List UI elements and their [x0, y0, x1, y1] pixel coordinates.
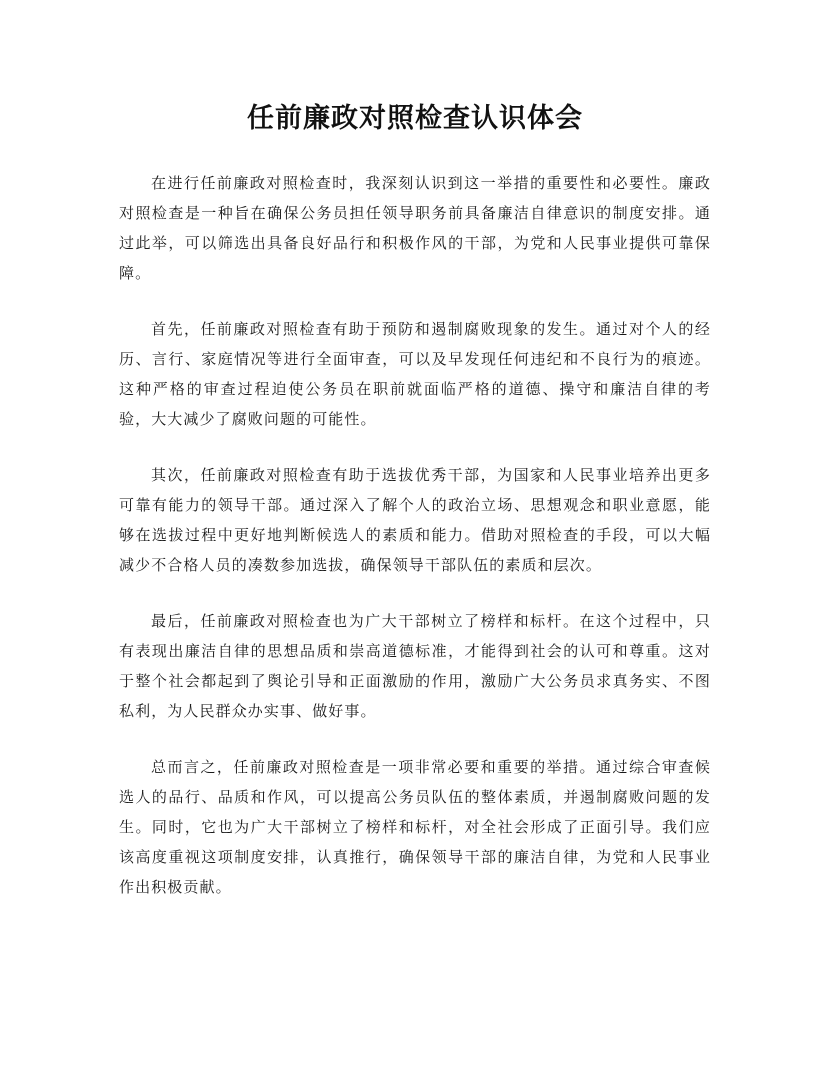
paragraph-first-point: 首先，任前廉政对照检查有助于预防和遏制腐败现象的发生。通过对个人的经历、言行、家庭情况等进行全面审查，可以及早发现任何违纪和不良行为的痕迹。这种严格的审查过程迫使公务员在职前就面临严格的道德、操守和廉洁自律的考验，大大减少了腐败问题的可能性。: [119, 320, 711, 428]
paragraph-third-point: 最后，任前廉政对照检查也为广大干部树立了榜样和标杆。在这个过程中，只有表现出廉洁自律的思想品质和崇高道德标准，才能得到社会的认可和尊重。这对于整个社会都起到了舆论引导和正面激励的作用，激励广大公务员求真务实、不图私利，为人民群众办实事、做好事。: [119, 612, 711, 720]
paragraph-conclusion: 总而言之，任前廉政对照检查是一项非常必要和重要的举措。通过综合审查候选人的品行、品质和作风，可以提高公务员队伍的整体素质，并遏制腐败问题的发生。同时，它也为广大干部树立了榜样和标杆，对全社会形成了正面引导。我们应该高度重视这项制度安排，认真推行，确保领导干部的廉洁自律，为党和人民事业作出积极贡献。: [119, 758, 711, 896]
paragraph-second-point: 其次，任前廉政对照检查有助于选拔优秀干部，为国家和人民事业培养出更多可靠有能力的领导干部。通过深入了解个人的政治立场、思想观念和职业意愿，能够在选拔过程中更好地判断候选人的素质和能力。借助对照检查的手段，可以大幅减少不合格人员的凑数参加选拔，确保领导干部队伍的素质和层次。: [119, 466, 711, 574]
page-title: 任前廉政对照检查认识体会: [247, 103, 583, 134]
paragraph-intro: 在进行任前廉政对照检查时，我深刻认识到这一举措的重要性和必要性。廉政对照检查是一种旨在确保公务员担任领导职务前具备廉洁自律意识的制度安排。通过此举，可以筛选出具备良好品行和积极作风的干部，为党和人民事业提供可靠保障。: [119, 174, 711, 282]
document-body: [119, 168, 711, 928]
